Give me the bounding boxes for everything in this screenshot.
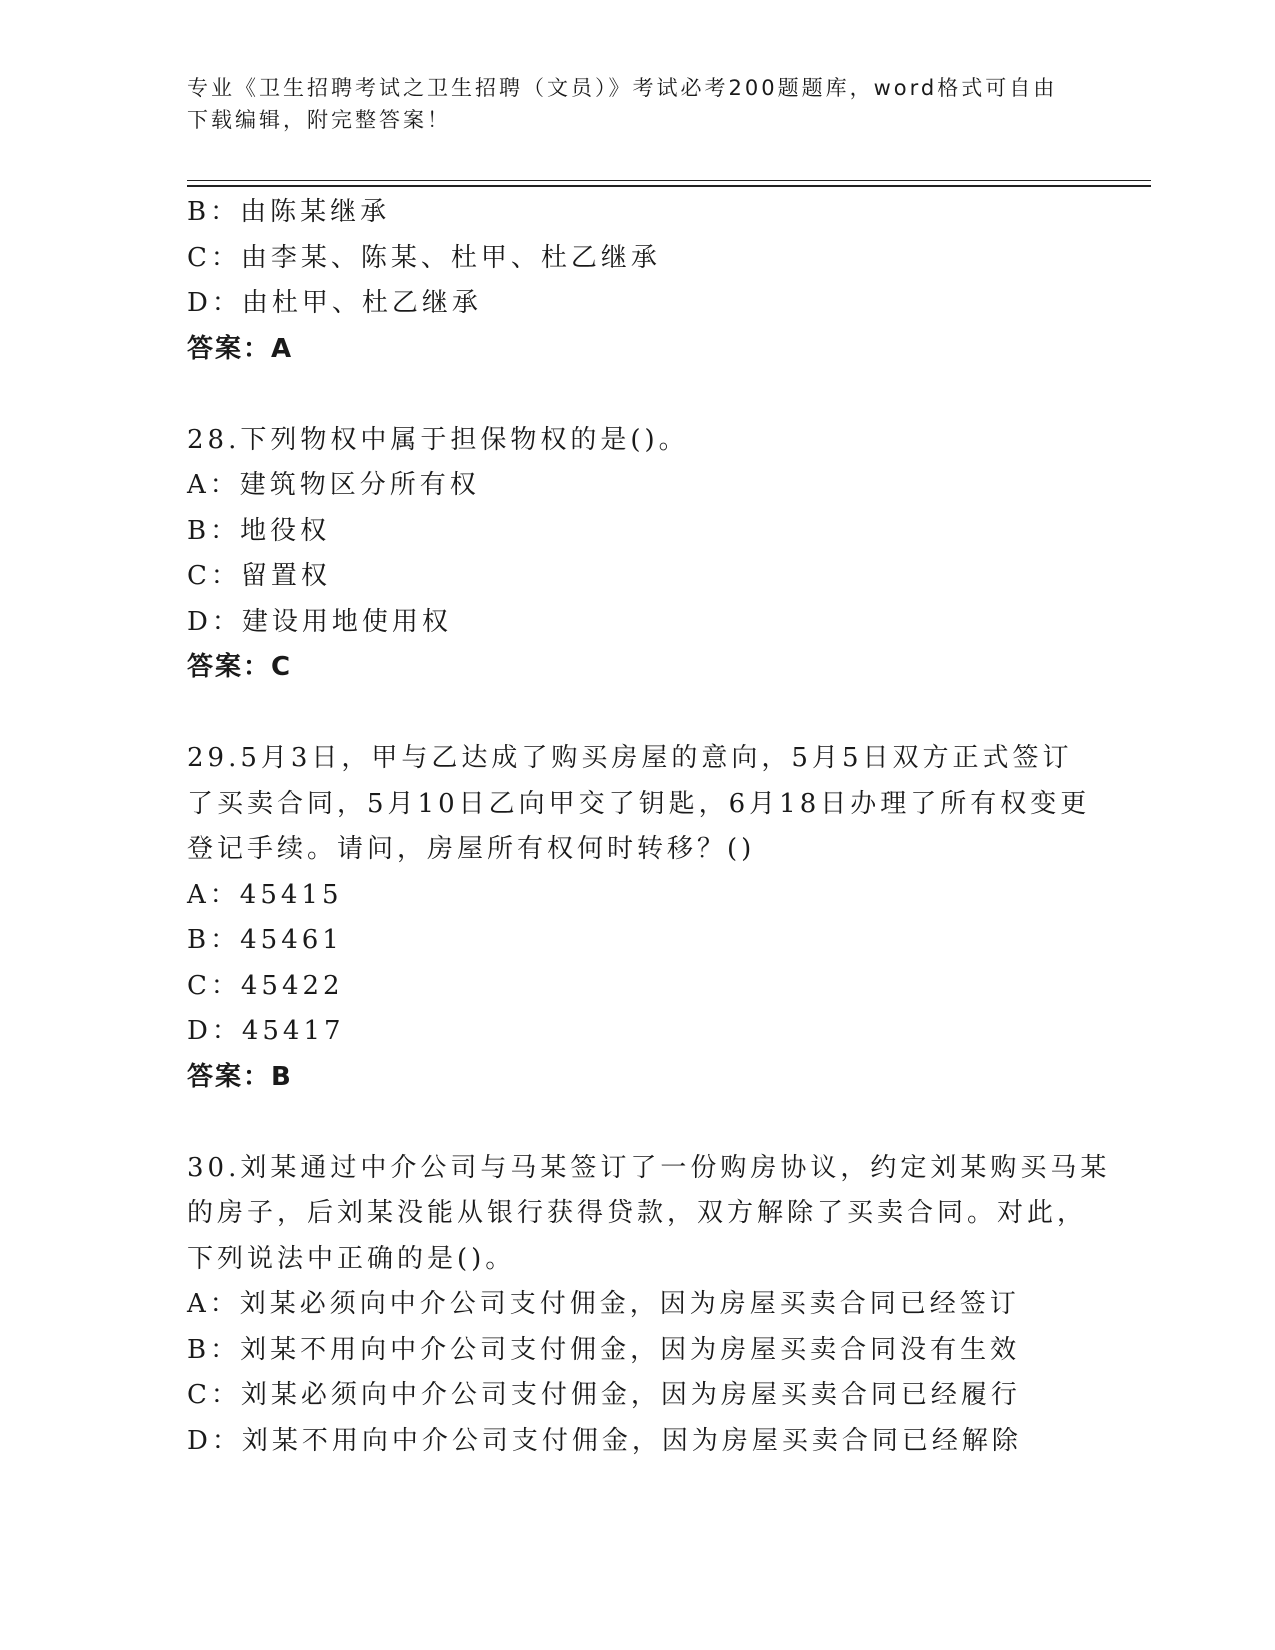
option-d: D：45417 [187, 1016, 345, 1046]
answer-text: 答案：A [187, 333, 294, 364]
question-stem: 28.下列物权中属于担保物权的是()。 [187, 424, 689, 455]
option-b: B：地役权 [187, 515, 331, 546]
answer-text: 答案：B [187, 1061, 293, 1092]
option-c: C：45422 [187, 970, 344, 1001]
question-27-tail [187, 190, 1087, 372]
question-stem-line: 29.5月3日，甲与乙达成了购买房屋的意向，5月5日双方正式签订 [187, 743, 1073, 773]
option-d: D：建设用地使用权 [187, 606, 452, 637]
question-stem-line: 登记手续。请问，房屋所有权何时转移？() [187, 834, 756, 864]
question-stem-line: 下列说法中正确的是()。 [187, 1243, 516, 1274]
option-d: D：由杜甲、杜乙继承 [187, 288, 482, 318]
answer-text: 答案：C [187, 652, 293, 682]
option-c: C：由李某、陈某、杜甲、杜乙继承 [187, 242, 661, 273]
question-30 [187, 1146, 1111, 1465]
option-d: D：刘某不用向中介公司支付佣金，因为房屋买卖合同已经解除 [187, 1425, 1022, 1456]
option-c: C：刘某必须向中介公司支付佣金，因为房屋买卖合同已经履行 [187, 1380, 1021, 1410]
option-a: A：建筑物区分所有权 [187, 470, 480, 500]
question-28 [187, 418, 1087, 691]
option-c: C：留置权 [187, 561, 331, 591]
option-a: A：45415 [187, 879, 343, 910]
header-divider-thick [187, 185, 1151, 187]
question-29 [187, 736, 1091, 1100]
question-stem-line: 的房子，后刘某没能从银行获得贷款，双方解除了买卖合同。对此， [187, 1198, 1088, 1228]
header-divider [187, 180, 1151, 181]
question-stem-line: 了买卖合同，5月10日乙向甲交了钥匙，6月18日办理了所有权变更 [187, 788, 1091, 819]
document-header [187, 72, 1067, 136]
option-b: B：刘某不用向中介公司支付佣金，因为房屋买卖合同没有生效 [187, 1334, 1021, 1365]
question-list [187, 190, 1111, 1464]
header-title: 专业《卫生招聘考试之卫生招聘（文员）》考试必考200题题库，word格式可自由下载编辑，附完整答案！ [187, 76, 1058, 132]
option-a: A：刘某必须向中介公司支付佣金，因为房屋买卖合同已经签订 [187, 1289, 1020, 1319]
option-b: B：由陈某继承 [187, 197, 391, 227]
question-stem-line: 30.刘某通过中介公司与马某签订了一份购房协议，约定刘某购买马某 [187, 1152, 1111, 1183]
option-b: B：45461 [187, 925, 343, 955]
